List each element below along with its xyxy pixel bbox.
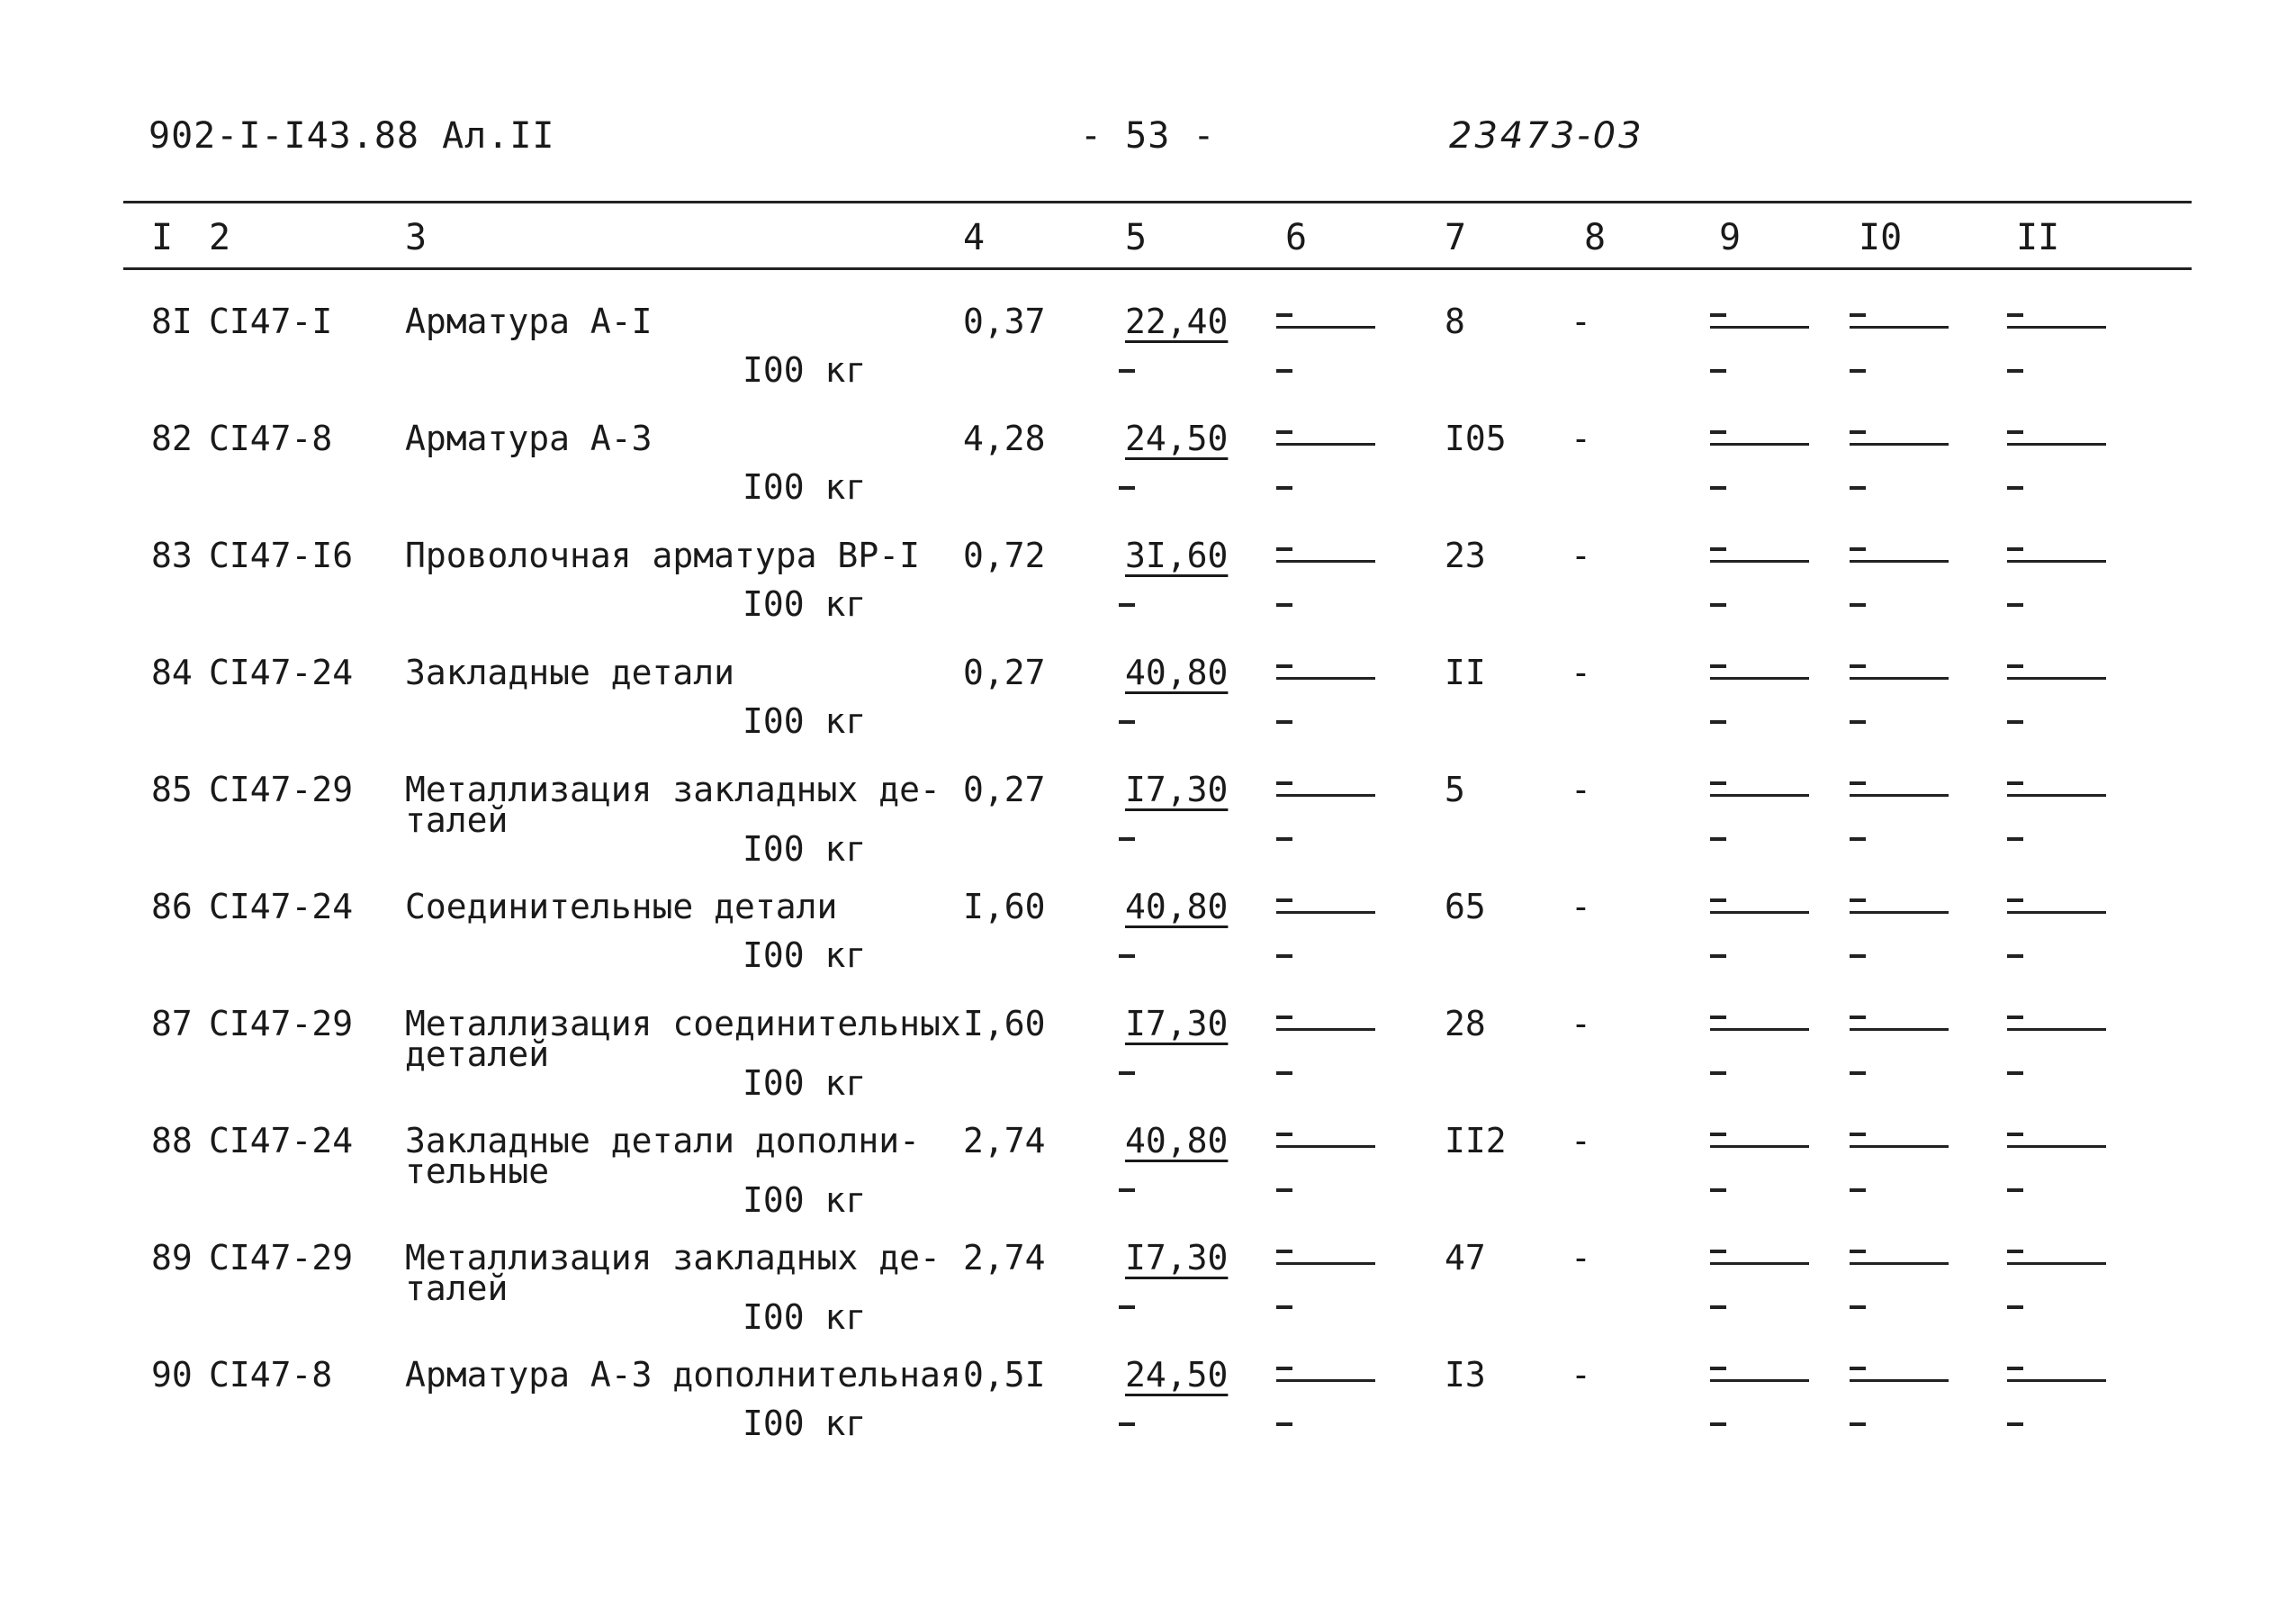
column-8-value: - xyxy=(1571,1121,1591,1160)
rate-code: CI47-29 xyxy=(209,1004,354,1043)
table-header-rule xyxy=(123,267,2192,270)
dash-mark xyxy=(2007,1367,2023,1370)
column-8-value: - xyxy=(1571,302,1591,341)
quantity: 0,27 xyxy=(963,653,1046,692)
underline-rule xyxy=(1276,560,1375,563)
underline-rule xyxy=(1850,911,1949,914)
row-number: 88 xyxy=(151,1121,193,1160)
dash-mark xyxy=(1276,1250,1292,1253)
dash-mark xyxy=(2007,1071,2023,1075)
row-number: 89 xyxy=(151,1238,193,1277)
underline-rule xyxy=(1276,326,1375,329)
item-name: Арматура А-3 xyxy=(405,419,653,458)
item-name: Закладные детали дополни- xyxy=(405,1121,920,1160)
underline-rule xyxy=(1710,794,1809,797)
row-number: 82 xyxy=(151,419,193,458)
underline-rule xyxy=(2007,1028,2106,1031)
underline-rule xyxy=(1710,560,1809,563)
dash-mark xyxy=(1850,1422,1866,1426)
quantity: 0,72 xyxy=(963,536,1046,575)
column-8-value: - xyxy=(1571,1355,1591,1395)
dash-mark xyxy=(1119,954,1135,958)
underline-rule xyxy=(2007,911,2106,914)
underline-rule xyxy=(1710,1262,1809,1265)
column-7-value: 47 xyxy=(1445,1238,1486,1277)
dash-mark xyxy=(1119,1188,1135,1192)
item-name: талей xyxy=(405,800,509,840)
column-8-value: - xyxy=(1571,653,1591,692)
underline-rule xyxy=(1710,1379,1809,1382)
page-number: - 53 - xyxy=(1080,115,1216,157)
column-8-value: - xyxy=(1571,887,1591,926)
item-name: Закладные детали xyxy=(405,653,735,692)
dash-mark xyxy=(2007,430,2023,434)
column-header-3: 3 xyxy=(405,217,428,258)
unit-label: I00 кг xyxy=(743,1063,867,1103)
dash-mark xyxy=(1710,547,1726,551)
dash-mark xyxy=(1119,1305,1135,1309)
underline-rule xyxy=(2007,1379,2106,1382)
rate-code: CI47-I xyxy=(209,302,333,341)
dash-mark xyxy=(1850,664,1866,668)
unit-price: 22,40 xyxy=(1125,302,1229,341)
dash-mark xyxy=(1276,1305,1292,1309)
dash-mark xyxy=(1850,369,1866,373)
dash-mark xyxy=(2007,486,2023,490)
dash-mark xyxy=(1276,837,1292,841)
rate-code: CI47-24 xyxy=(209,887,354,926)
unit-label: I00 кг xyxy=(743,1180,867,1220)
underline-rule xyxy=(1850,1262,1949,1265)
unit-price: I7,30 xyxy=(1125,1004,1229,1043)
quantity: 0,5I xyxy=(963,1355,1046,1395)
quantity: 4,28 xyxy=(963,419,1046,458)
underline-rule xyxy=(1850,560,1949,563)
dash-mark xyxy=(1276,1367,1292,1370)
dash-mark xyxy=(1850,898,1866,902)
quantity: I,60 xyxy=(963,1004,1046,1043)
item-name: деталей xyxy=(405,1034,550,1074)
column-7-value: 28 xyxy=(1445,1004,1486,1043)
dash-mark xyxy=(1710,603,1726,607)
underline-rule xyxy=(1276,1028,1375,1031)
table-top-rule xyxy=(123,201,2192,203)
dash-mark xyxy=(1710,369,1726,373)
dash-mark xyxy=(2007,1422,2023,1426)
dash-mark xyxy=(1850,1016,1866,1019)
dash-mark xyxy=(1119,720,1135,724)
underline-rule xyxy=(1850,443,1949,446)
dash-mark xyxy=(2007,1016,2023,1019)
item-name: Арматура А-I xyxy=(405,302,653,341)
underline-rule xyxy=(1710,911,1809,914)
rate-code: CI47-I6 xyxy=(209,536,354,575)
column-header-8: 8 xyxy=(1584,217,1607,258)
dash-mark xyxy=(1710,1250,1726,1253)
row-number: 85 xyxy=(151,770,193,809)
dash-mark xyxy=(1710,954,1726,958)
dash-mark xyxy=(1276,1016,1292,1019)
row-number: 86 xyxy=(151,887,193,926)
dash-mark xyxy=(2007,664,2023,668)
dash-mark xyxy=(1850,486,1866,490)
dash-mark xyxy=(1276,486,1292,490)
column-header-6: 6 xyxy=(1285,217,1308,258)
item-name: Соединительные детали xyxy=(405,887,838,926)
underline-rule xyxy=(2007,1262,2106,1265)
underline-rule xyxy=(1710,1145,1809,1148)
column-7-value: I3 xyxy=(1445,1355,1486,1395)
column-header-4: 4 xyxy=(963,217,986,258)
unit-label: I00 кг xyxy=(743,701,867,741)
dash-mark xyxy=(1119,603,1135,607)
underline-rule xyxy=(1850,1028,1949,1031)
rate-code: CI47-29 xyxy=(209,770,354,809)
underline-rule xyxy=(2007,794,2106,797)
underline-rule xyxy=(1850,794,1949,797)
row-number: 84 xyxy=(151,653,193,692)
row-number: 83 xyxy=(151,536,193,575)
dash-mark xyxy=(1276,430,1292,434)
underline-rule xyxy=(2007,560,2106,563)
dash-mark xyxy=(2007,1250,2023,1253)
underline-rule xyxy=(1710,677,1809,680)
dash-mark xyxy=(1276,1071,1292,1075)
dash-mark xyxy=(2007,1133,2023,1136)
column-header-2: 2 xyxy=(209,217,231,258)
item-name: Металлизация соединительных xyxy=(405,1004,961,1043)
dash-mark xyxy=(1276,1133,1292,1136)
underline-rule xyxy=(1850,1145,1949,1148)
unit-price: 24,50 xyxy=(1125,419,1229,458)
rate-code: CI47-29 xyxy=(209,1238,354,1277)
dash-mark xyxy=(1850,1250,1866,1253)
dash-mark xyxy=(1710,720,1726,724)
unit-price: 40,80 xyxy=(1125,1121,1229,1160)
underline-rule xyxy=(1276,1379,1375,1382)
unit-price: I7,30 xyxy=(1125,770,1229,809)
dash-mark xyxy=(1710,1133,1726,1136)
dash-mark xyxy=(2007,547,2023,551)
dash-mark xyxy=(1850,1133,1866,1136)
dash-mark xyxy=(2007,837,2023,841)
dash-mark xyxy=(1276,781,1292,785)
unit-price: I7,30 xyxy=(1125,1238,1229,1277)
column-7-value: 23 xyxy=(1445,536,1486,575)
underline-rule xyxy=(1276,1145,1375,1148)
dash-mark xyxy=(1850,1367,1866,1370)
unit-label: I00 кг xyxy=(743,584,867,624)
column-header-9: 9 xyxy=(1719,217,1742,258)
dash-mark xyxy=(1276,1422,1292,1426)
unit-price: 24,50 xyxy=(1125,1355,1229,1395)
dash-mark xyxy=(1276,1188,1292,1192)
dash-mark xyxy=(1710,1422,1726,1426)
underline-rule xyxy=(1710,1028,1809,1031)
item-name: Металлизация закладных де- xyxy=(405,770,941,809)
dash-mark xyxy=(2007,1188,2023,1192)
item-name: Арматура А-3 дополнительная xyxy=(405,1355,961,1395)
dash-mark xyxy=(1710,1305,1726,1309)
dash-mark xyxy=(2007,369,2023,373)
dash-mark xyxy=(1710,781,1726,785)
underline-rule xyxy=(1276,794,1375,797)
dash-mark xyxy=(1276,720,1292,724)
dash-mark xyxy=(2007,603,2023,607)
dash-mark xyxy=(1276,547,1292,551)
dash-mark xyxy=(1119,1422,1135,1426)
dash-mark xyxy=(1850,954,1866,958)
quantity: 0,27 xyxy=(963,770,1046,809)
item-name: Проволочная арматура ВР-I xyxy=(405,536,920,575)
column-8-value: - xyxy=(1571,536,1591,575)
dash-mark xyxy=(1850,313,1866,317)
unit-label: I00 кг xyxy=(743,1404,867,1443)
underline-rule xyxy=(1276,1262,1375,1265)
dash-mark xyxy=(2007,781,2023,785)
dash-mark xyxy=(1710,1016,1726,1019)
underline-rule xyxy=(1710,443,1809,446)
unit-price: 3I,60 xyxy=(1125,536,1229,575)
underline-rule xyxy=(1710,326,1809,329)
unit-price: 40,80 xyxy=(1125,887,1229,926)
dash-mark xyxy=(1710,313,1726,317)
rate-code: CI47-24 xyxy=(209,653,354,692)
dash-mark xyxy=(1276,664,1292,668)
dash-mark xyxy=(1276,954,1292,958)
underline-rule xyxy=(1276,443,1375,446)
document-code: 902-I-I43.88 Ал.II xyxy=(149,115,555,157)
underline-rule xyxy=(2007,1145,2106,1148)
dash-mark xyxy=(1119,1071,1135,1075)
underline-rule xyxy=(2007,326,2106,329)
dash-mark xyxy=(1710,664,1726,668)
item-name: тельные xyxy=(405,1151,550,1191)
dash-mark xyxy=(2007,720,2023,724)
unit-price: 40,80 xyxy=(1125,653,1229,692)
underline-rule xyxy=(1850,677,1949,680)
dash-mark xyxy=(1850,781,1866,785)
item-name: Металлизация закладных де- xyxy=(405,1238,941,1277)
dash-mark xyxy=(1850,837,1866,841)
dash-mark xyxy=(1119,369,1135,373)
underline-rule xyxy=(1850,326,1949,329)
dash-mark xyxy=(1850,1071,1866,1075)
column-8-value: - xyxy=(1571,419,1591,458)
quantity: 0,37 xyxy=(963,302,1046,341)
column-header-1: I xyxy=(151,217,174,258)
dash-mark xyxy=(1850,547,1866,551)
column-7-value: 65 xyxy=(1445,887,1486,926)
dash-mark xyxy=(1276,313,1292,317)
item-name: талей xyxy=(405,1268,509,1308)
dash-mark xyxy=(2007,954,2023,958)
row-number: 90 xyxy=(151,1355,193,1395)
column-header-10: I0 xyxy=(1859,217,1903,258)
column-7-value: II2 xyxy=(1445,1121,1507,1160)
dash-mark xyxy=(2007,898,2023,902)
underline-rule xyxy=(1850,1379,1949,1382)
dash-mark xyxy=(1850,603,1866,607)
dash-mark xyxy=(1710,837,1726,841)
column-7-value: 5 xyxy=(1445,770,1465,809)
column-7-value: 8 xyxy=(1445,302,1465,341)
dash-mark xyxy=(1850,1305,1866,1309)
dash-mark xyxy=(1276,603,1292,607)
unit-label: I00 кг xyxy=(743,829,867,869)
underline-rule xyxy=(2007,677,2106,680)
column-8-value: - xyxy=(1571,1238,1591,1277)
row-number: 8I xyxy=(151,302,193,341)
dash-mark xyxy=(2007,313,2023,317)
dash-mark xyxy=(1710,1188,1726,1192)
column-header-7: 7 xyxy=(1445,217,1467,258)
dash-mark xyxy=(1119,486,1135,490)
column-8-value: - xyxy=(1571,770,1591,809)
column-7-value: I05 xyxy=(1445,419,1507,458)
quantity: 2,74 xyxy=(963,1238,1046,1277)
dash-mark xyxy=(1850,1188,1866,1192)
quantity: I,60 xyxy=(963,887,1046,926)
dash-mark xyxy=(1850,720,1866,724)
dash-mark xyxy=(1710,1071,1726,1075)
dash-mark xyxy=(1710,898,1726,902)
column-7-value: II xyxy=(1445,653,1486,692)
dash-mark xyxy=(1710,430,1726,434)
registration-number: 23473-03 xyxy=(1449,115,1644,157)
dash-mark xyxy=(2007,1305,2023,1309)
unit-label: I00 кг xyxy=(743,350,867,390)
unit-label: I00 кг xyxy=(743,935,867,975)
quantity: 2,74 xyxy=(963,1121,1046,1160)
dash-mark xyxy=(1119,837,1135,841)
row-number: 87 xyxy=(151,1004,193,1043)
dash-mark xyxy=(1276,369,1292,373)
rate-code: CI47-24 xyxy=(209,1121,354,1160)
dash-mark xyxy=(1710,1367,1726,1370)
column-header-11: II xyxy=(2016,217,2060,258)
rate-code: CI47-8 xyxy=(209,419,333,458)
underline-rule xyxy=(1276,677,1375,680)
underline-rule xyxy=(1276,911,1375,914)
underline-rule xyxy=(2007,443,2106,446)
dash-mark xyxy=(1850,430,1866,434)
column-header-5: 5 xyxy=(1125,217,1148,258)
unit-label: I00 кг xyxy=(743,1297,867,1337)
dash-mark xyxy=(1710,486,1726,490)
column-8-value: - xyxy=(1571,1004,1591,1043)
dash-mark xyxy=(1276,898,1292,902)
unit-label: I00 кг xyxy=(743,467,867,507)
rate-code: CI47-8 xyxy=(209,1355,333,1395)
